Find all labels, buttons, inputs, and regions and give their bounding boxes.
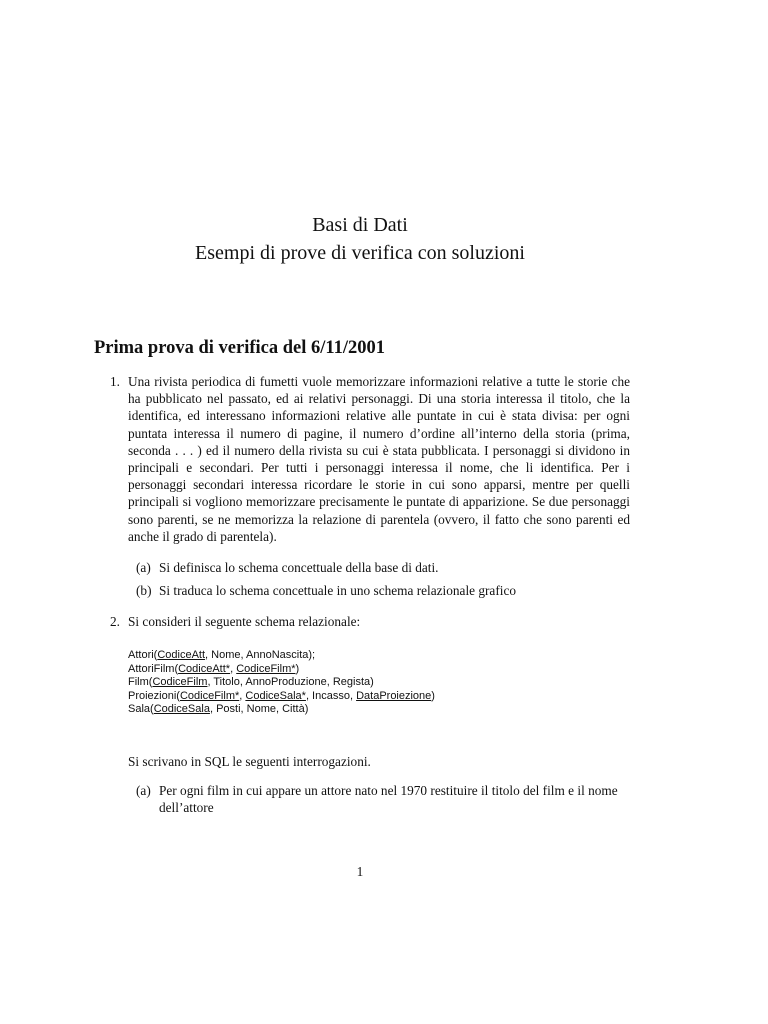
document-title [0, 211, 720, 267]
title-line-1: Basi di Dati [312, 214, 408, 236]
key-attribute: DataProiezione [356, 689, 432, 702]
key-attribute: CodiceFilm* [236, 662, 296, 675]
relation-name: AttoriFilm( [128, 662, 179, 675]
title-line-2: Esempi di prove di verifica con soluzioni [195, 242, 525, 264]
key-attribute: CodiceFilm* [179, 689, 240, 702]
key-attribute: CodiceSala* [245, 689, 306, 702]
attribute-text: , Nome, AnnoNascita [205, 649, 309, 661]
schema-relation [128, 703, 435, 717]
section-title: Prima prova di verifica del 6/11/2001 [94, 338, 386, 358]
relation-close: ) [431, 689, 435, 702]
schema-relation [128, 649, 435, 663]
attribute-text: , Titolo, AnnoProduzione, Regista [207, 676, 371, 689]
attribute-text: , Posti, Nome, Città [209, 703, 305, 716]
queries-intro: Si scrivano in SQL le seguenti interrogazioni. [128, 754, 371, 769]
relation-name: Attori( [128, 649, 158, 661]
subitem-text: Si definisca lo schema concettuale della base di dati. [159, 560, 439, 575]
relation-close: ) [295, 662, 300, 675]
schema-relation [128, 676, 435, 690]
attribute-text: , [230, 662, 237, 675]
schema-relation [128, 690, 435, 704]
attribute-text: , Incasso, [305, 689, 357, 702]
relation-close: ) [370, 676, 374, 689]
item-number: 2. [110, 614, 120, 629]
item-text: Una rivista periodica di fumetti vuole memorizzare informazioni relative a tutte le storie che ha pubblicato nel passato, ed ai relativi personaggi. Di una storia interessa il titolo, che la identifica, ed interessano informazioni relative alle puntate in cui è stata divisa: per ogni puntata interessa il numero di pagine, il numero d’ordine all’interno della storia (prima, seconda . . . ) ed il numero della rivista su cui è stata pubblicata. I personaggi si dividono in principali e secondari. Per tutti i personaggi interessa il nome, che li identifica. Per i personaggi secondari interessa ricordare le storie in cui sono apparsi, mentre per quelli principali si vogliono memorizzare precisamente le puntate di apparizione. Se due personaggi sono parenti, se ne memorizza la relazione di parentela (ovvero, il fatto che sono parenti ed anche il grado di parentela). [128, 374, 630, 544]
key-attribute: CodiceSala [153, 703, 210, 716]
attribute-text: , [239, 689, 246, 702]
item-intro: Si consideri il seguente schema relazionale: [128, 614, 361, 629]
key-attribute: CodiceAtt [157, 649, 206, 661]
relation-close: ) [304, 703, 309, 716]
key-attribute: CodiceAtt* [178, 662, 231, 675]
subitem-label: (a) [136, 783, 151, 798]
relation-name: Proiezioni( [128, 689, 180, 702]
relation-name: Sala( [128, 703, 154, 716]
subitem-text: Si traduca lo schema concettuale in uno schema relazionale grafico [159, 583, 517, 598]
item-number: 1. [110, 374, 120, 389]
subitem-label: (b) [136, 583, 152, 598]
subitem-label: (a) [136, 560, 151, 575]
page-number: 1 [356, 864, 364, 879]
relation-close: ); [308, 649, 316, 661]
key-attribute: CodiceFilm [152, 676, 208, 689]
relational-schema [128, 649, 435, 717]
subitem-text: Per ogni film in cui appare un attore nato nel 1970 restituire il titolo del film e il nome dell’attore [159, 783, 618, 816]
schema-relation [128, 663, 435, 677]
relation-name: Film( [128, 676, 153, 689]
